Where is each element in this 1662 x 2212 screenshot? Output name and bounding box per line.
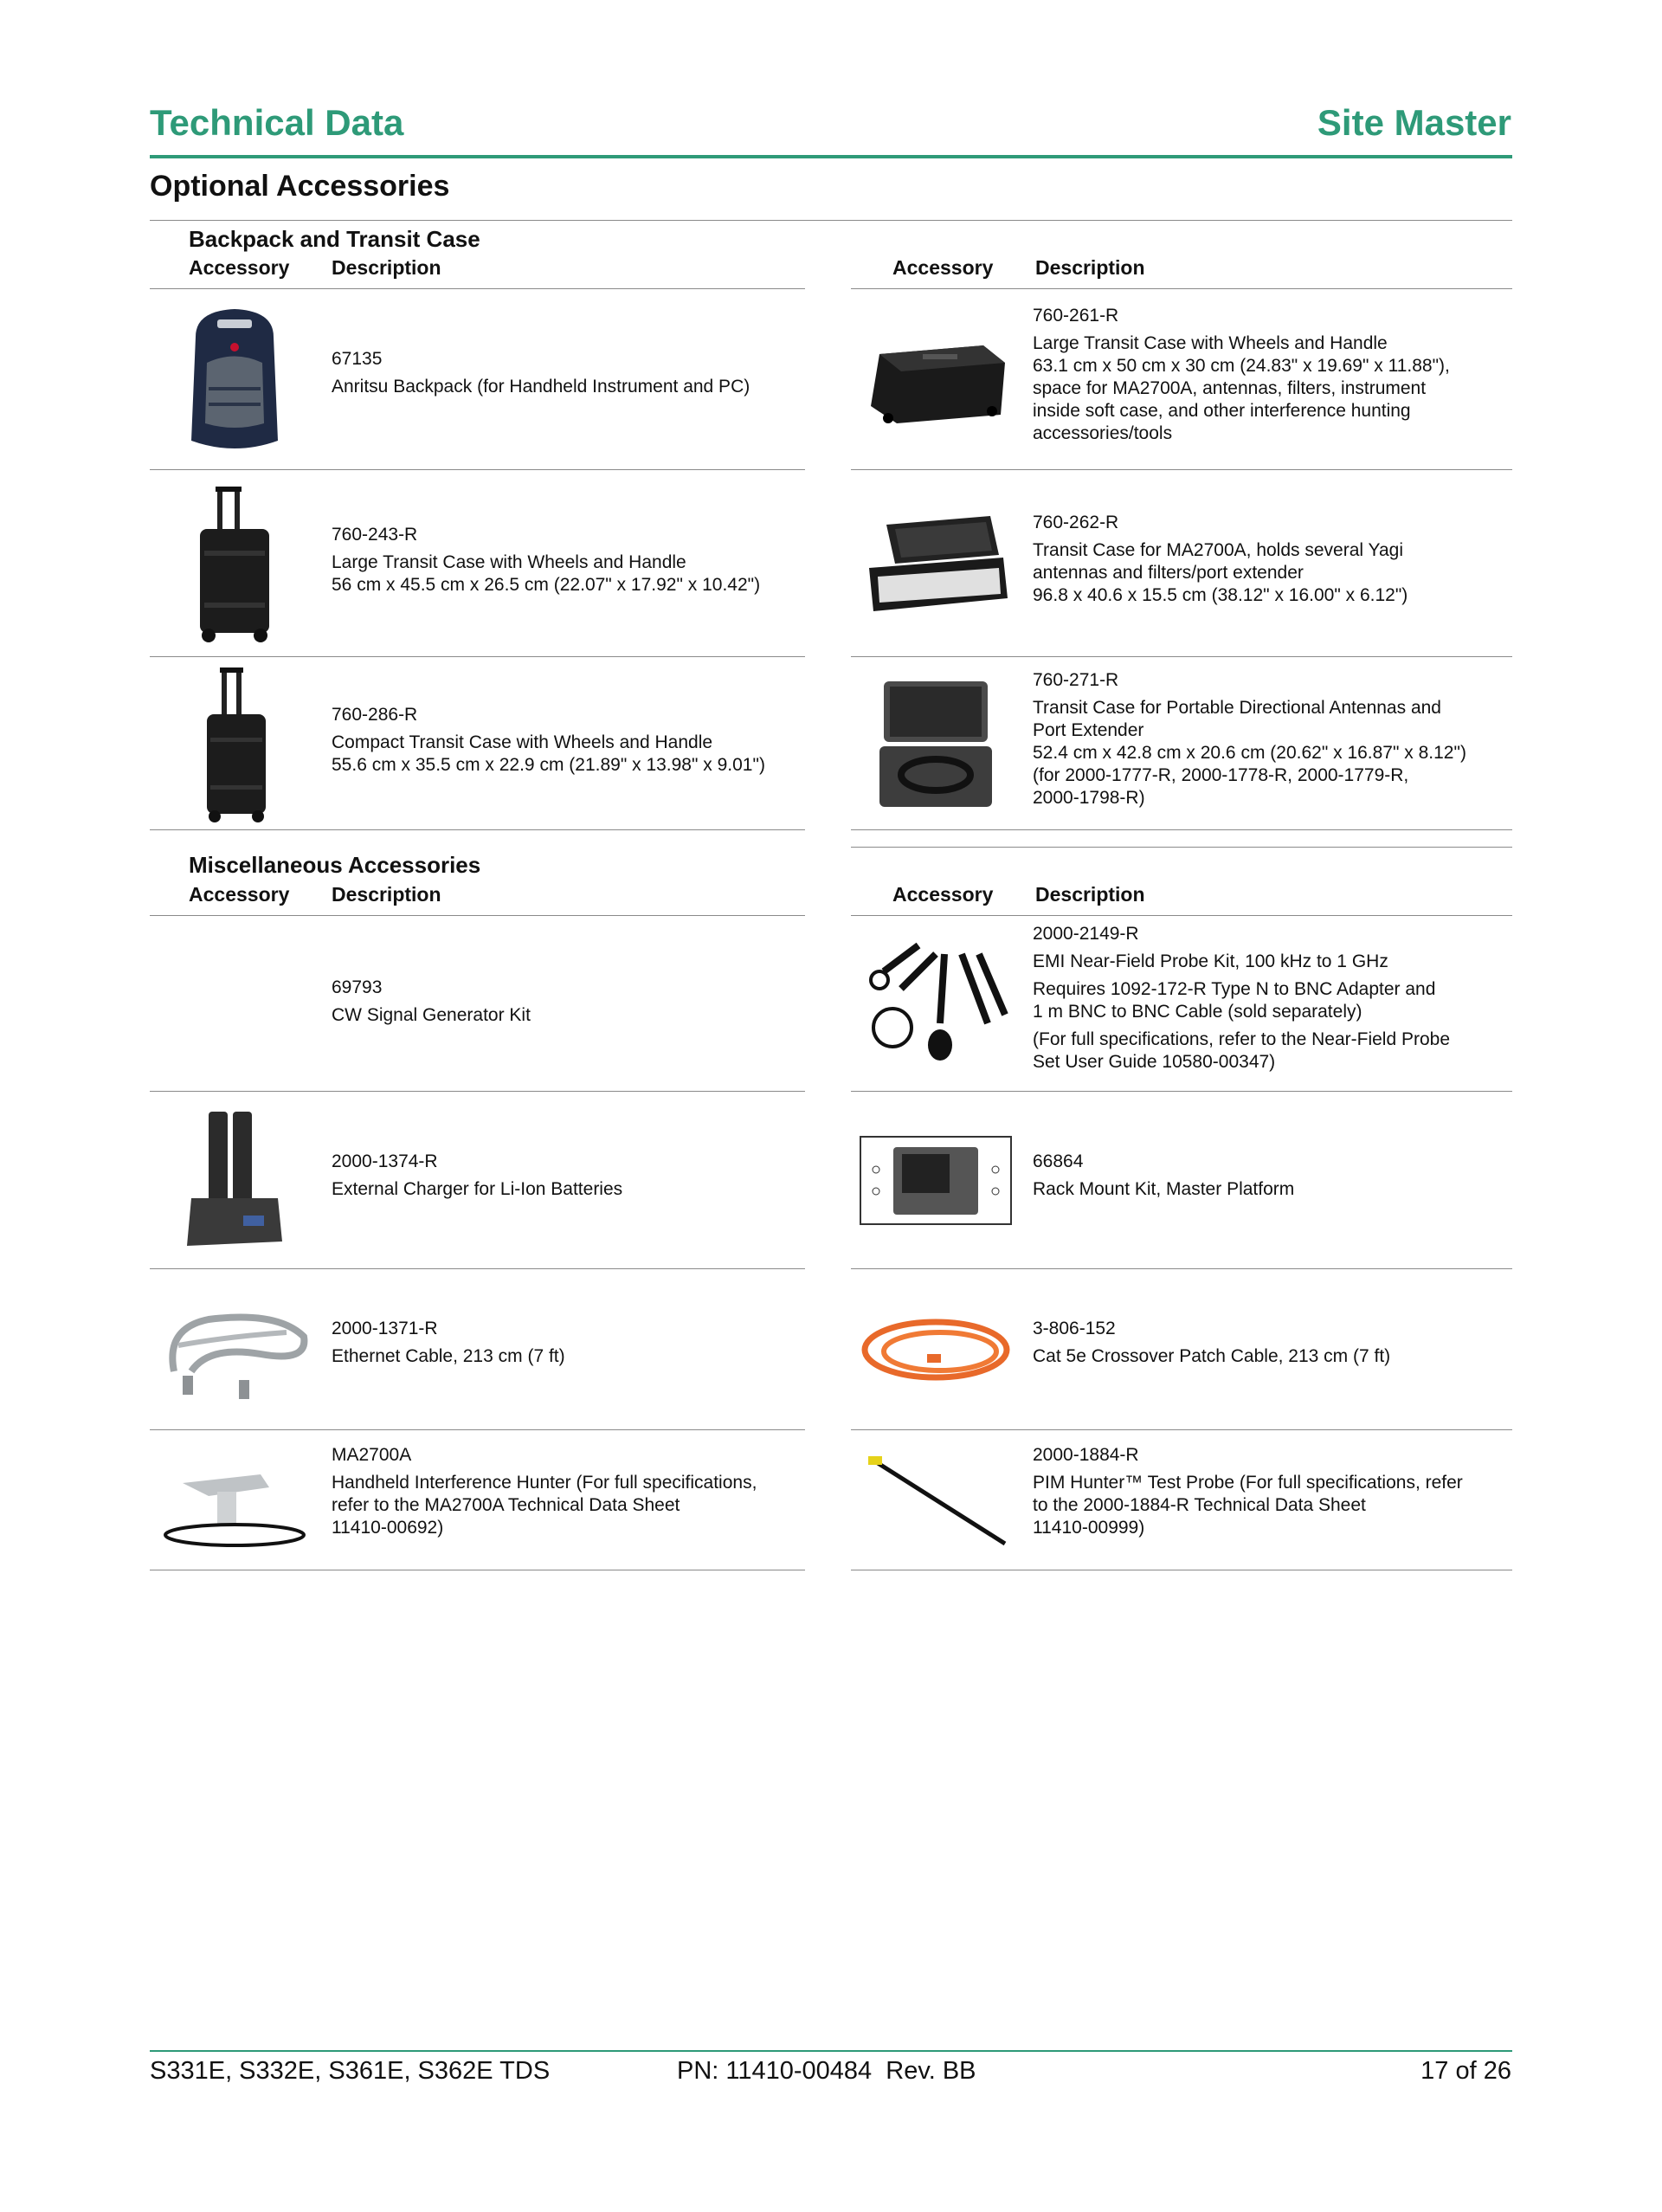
rolling-case-icon <box>157 470 312 657</box>
group-title: Backpack and Transit Case <box>189 226 480 252</box>
accessory-row <box>150 1430 805 1570</box>
header-title: Technical Data <box>150 102 404 143</box>
column-header-accessory: Accessory <box>189 256 290 279</box>
accessory-description <box>1033 1318 1500 1368</box>
part-number: 2000-2149-R <box>1033 924 1139 944</box>
column-header-description: Description <box>332 883 441 906</box>
accessory-row <box>150 1269 805 1430</box>
part-number: 2000-1884-R <box>1033 1445 1139 1465</box>
column-header-accessory: Accessory <box>189 883 290 906</box>
part-number: MA2700A <box>332 1445 412 1465</box>
rack-mount-icon <box>858 1092 1014 1269</box>
part-number: 760-243-R <box>332 525 418 545</box>
column-header-accessory: Accessory <box>892 883 994 906</box>
row-rule <box>851 829 1512 830</box>
header-rule <box>150 155 1512 158</box>
accessory-row <box>851 470 1512 657</box>
accessory-description <box>332 977 799 1027</box>
accessory-description <box>332 1444 799 1539</box>
accessory-text: Anritsu Backpack (for Handheld Instrument and PC) <box>332 377 750 397</box>
accessory-row <box>851 657 1512 830</box>
ethernet-cable-icon <box>157 1269 312 1430</box>
group-top-rule <box>150 220 1512 221</box>
accessory-row <box>851 1269 1512 1430</box>
accessory-text: Rack Mount Kit, Master Platform <box>1033 1179 1295 1199</box>
part-number: 760-286-R <box>332 705 418 725</box>
accessory-description <box>332 1151 799 1201</box>
part-number: 69793 <box>332 977 383 997</box>
interference-hunter-icon <box>157 1430 312 1570</box>
rolling-case-icon <box>157 657 312 830</box>
part-number: 2000-1371-R <box>332 1319 438 1338</box>
accessory-text: Large Transit Case with Wheels and Handle 63.1 cm x 50 cm x 30 cm (24.83" x 19.69" x 11.88"), space for MA2700A, antennas, filters, instrument inside soft case, and other interference hunting accessories/tools <box>1033 333 1450 443</box>
backpack-icon <box>157 289 312 470</box>
accessory-text: Compact Transit Case with Wheels and Handle 55.6 cm x 35.5 cm x 22.9 cm (21.89" x 13.98" x 9.01") <box>332 732 765 775</box>
column-header-description: Description <box>1035 883 1145 906</box>
accessory-row <box>150 657 805 830</box>
section-title: Optional Accessories <box>150 170 450 203</box>
column-header-accessory: Accessory <box>892 256 994 279</box>
column-header-description: Description <box>1035 256 1145 279</box>
accessory-text: CW Signal Generator Kit <box>332 1005 531 1025</box>
accessory-text: PIM Hunter™ Test Probe (For full specifications, refer to the 2000-1884-R Technical Data Sheet 11410-00999) <box>1033 1473 1463 1538</box>
footer-rule <box>150 2050 1512 2052</box>
accessory-row <box>150 289 805 470</box>
accessory-text: Ethernet Cable, 213 cm (7 ft) <box>332 1346 565 1366</box>
accessory-description <box>332 704 799 777</box>
hard-case-icon <box>858 289 1014 470</box>
accessory-text: Handheld Interference Hunter (For full specifications, refer to the MA2700A Technical Data Sheet 11410-00692) <box>332 1473 757 1538</box>
part-number: 760-271-R <box>1033 670 1119 690</box>
accessory-text: Large Transit Case with Wheels and Handle 56 cm x 45.5 cm x 26.5 cm (22.07" x 17.92" x 10.42") <box>332 552 761 595</box>
accessory-row <box>851 289 1512 470</box>
accessory-description <box>1033 923 1500 1074</box>
group-title: Miscellaneous Accessories <box>189 852 481 878</box>
part-number: 3-806-152 <box>1033 1319 1116 1338</box>
accessory-row <box>851 1092 1512 1269</box>
accessory-description <box>332 1318 799 1368</box>
part-number: 2000-1374-R <box>332 1151 438 1171</box>
accessory-reference: (For full specifications, refer to the Near-Field Probe Set User Guide 10580-00347) <box>1033 1029 1451 1072</box>
accessory-description <box>1033 669 1500 809</box>
part-number: 760-261-R <box>1033 306 1119 326</box>
accessory-row <box>851 916 1512 1092</box>
accessory-text: EMI Near-Field Probe Kit, 100 kHz to 1 GHz <box>1033 951 1388 971</box>
battery-charger-icon <box>157 1092 312 1269</box>
accessory-description <box>332 348 799 398</box>
part-number: 760-262-R <box>1033 513 1119 532</box>
footer-part-number: PN: 11410-00484 Rev. BB <box>677 2057 976 2085</box>
accessory-row <box>851 1430 1512 1570</box>
accessory-row <box>150 470 805 657</box>
header-product: Site Master <box>1317 102 1511 143</box>
orange-cable-icon <box>858 1269 1014 1430</box>
case-open-icon <box>858 657 1014 830</box>
accessory-row <box>150 1092 805 1269</box>
accessory-description <box>1033 512 1500 607</box>
accessory-text: Transit Case for MA2700A, holds several Yagi antennas and filters/port extender 96.8 x 40.6 x 15.5 cm (38.12" x 16.00" x 6.12") <box>1033 540 1408 605</box>
accessory-requirements: Requires 1092-172-R Type N to BNC Adapter and 1 m BNC to BNC Cable (sold separately) <box>1033 979 1436 1022</box>
accessory-text: Cat 5e Crossover Patch Cable, 213 cm (7 ft) <box>1033 1346 1391 1366</box>
footer-page-number: 17 of 26 <box>1420 2057 1511 2085</box>
accessory-text: Transit Case for Portable Directional Antennas and Port Extender 52.4 cm x 42.8 cm x 20.6 cm (20.62" x 16.87" x 8.12") (for 2000-1777-R, 2000-1778-R, 2000-1779-R, 2000-1798-R) <box>1033 698 1466 808</box>
accessory-text: External Charger for Li-Ion Batteries <box>332 1179 623 1199</box>
part-number: 67135 <box>332 349 383 369</box>
accessory-description <box>1033 1151 1500 1201</box>
accessory-description <box>1033 1444 1500 1539</box>
group-top-rule <box>851 847 1512 848</box>
row-rule <box>150 829 805 830</box>
column-header-description: Description <box>332 256 441 279</box>
accessory-description <box>1033 305 1500 445</box>
part-number: 66864 <box>1033 1151 1084 1171</box>
pim-probe-icon <box>858 1430 1014 1570</box>
long-case-open-icon <box>858 470 1014 657</box>
accessory-row <box>150 916 805 1092</box>
near-field-probes-icon <box>858 916 1014 1092</box>
footer-document-title: S331E, S332E, S361E, S362E TDS <box>150 2057 551 2085</box>
accessory-description <box>332 524 799 597</box>
